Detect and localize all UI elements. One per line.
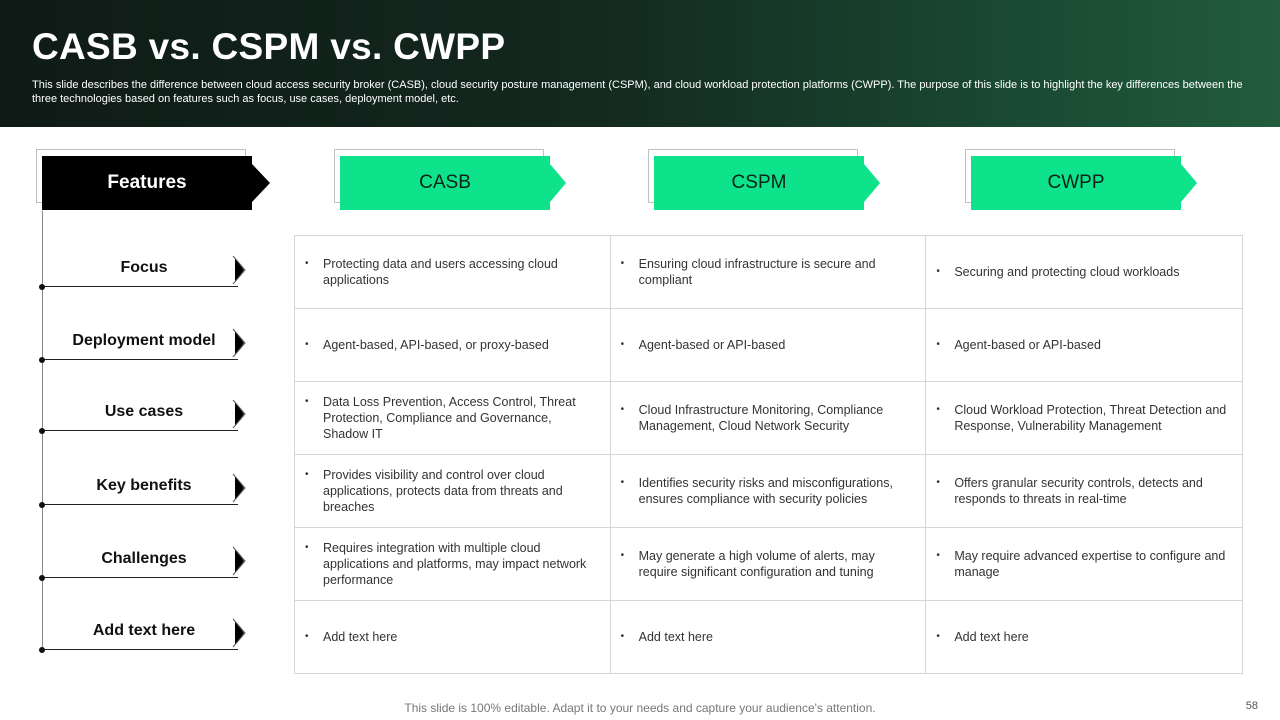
feature-label-text: Use cases [104, 403, 184, 420]
table-row [295, 236, 1243, 309]
feature-dot-icon [39, 575, 45, 581]
feature-dot-icon [39, 647, 45, 653]
feature-label-challenges [42, 544, 246, 578]
feature-label-text: Deployment model [72, 332, 216, 349]
feature-underline [42, 286, 238, 287]
bullet-icon: • [936, 339, 940, 350]
page-number: 58 [1245, 700, 1258, 712]
table-cell-cwpp [926, 601, 1243, 674]
bullet-icon: • [936, 631, 940, 642]
comparison-table [294, 235, 1243, 674]
chevron-right-icon [232, 546, 246, 576]
bullet-icon: • [305, 258, 309, 269]
feature-underline [42, 359, 238, 360]
bullet-icon: • [620, 258, 625, 269]
feature-underline [42, 430, 238, 431]
cell-text: Provides visibility and control over cloud applications, protects data from threats and breaches [323, 468, 563, 514]
table-cell-cspm [610, 236, 926, 309]
cspm-header [648, 149, 898, 211]
chevron-right-icon [232, 618, 246, 648]
cell-text: Agent-based or API-based [638, 338, 786, 352]
casb-header [334, 149, 584, 211]
chevron-right-icon [232, 399, 246, 429]
bullet-icon: • [305, 339, 309, 350]
cell-text: Ensuring cloud infrastructure is secure and compliant [638, 257, 876, 287]
feature-dot-icon [39, 357, 45, 363]
cwpp-header-label: CWPP [971, 156, 1181, 210]
title-banner [0, 0, 1280, 127]
cell-text: Add text here [323, 630, 398, 644]
bullet-icon: • [936, 266, 940, 277]
feature-dot-icon [39, 502, 45, 508]
table-cell-cspm [610, 309, 926, 382]
cspm-arrow-icon [864, 164, 880, 202]
feature-label-focus [42, 253, 246, 287]
cell-text: May require advanced expertise to configure and manage [954, 549, 1226, 579]
features-header [36, 149, 282, 211]
bullet-icon: • [305, 631, 309, 642]
cwpp-header [965, 149, 1215, 211]
cell-text: Add text here [638, 630, 713, 644]
feature-underline [42, 649, 238, 650]
feature-underline [42, 504, 238, 505]
feature-label-text: Challenges [101, 550, 187, 567]
casb-header-label: CASB [340, 156, 550, 210]
bullet-icon: • [305, 469, 309, 480]
table-cell-casb [295, 455, 611, 528]
table-cell-casb [295, 601, 611, 674]
chevron-right-icon [232, 473, 246, 503]
bullet-icon: • [620, 404, 625, 415]
feature-dot-icon [39, 284, 45, 290]
features-header-label: Features [42, 156, 252, 210]
table-row [295, 309, 1243, 382]
table-cell-cwpp [926, 455, 1243, 528]
feature-label-use-cases [42, 397, 246, 431]
page-subtitle: This slide describes the difference between cloud access security broker (CASB), cloud security posture management (CSPM), and cloud workload protection platforms (CWPP). The purpose of this slide is to highlight the key differences between the three technologies based on features such as focus, use cases, deployment model, etc. [32, 79, 1243, 105]
table-row [295, 455, 1243, 528]
chevron-right-icon [232, 255, 246, 285]
table-cell-cwpp [926, 236, 1243, 309]
feature-label-key-benefits [42, 471, 246, 505]
feature-underline [42, 577, 238, 578]
footer-note: This slide is 100% editable. Adapt it to your needs and capture your audience's attention. [404, 701, 876, 715]
cell-text: Requires integration with multiple cloud applications and platforms, may impact network performance [323, 541, 587, 587]
feature-label-text: Focus [120, 259, 168, 276]
chevron-right-icon [232, 328, 246, 358]
table-row [295, 528, 1243, 601]
table-cell-casb [295, 236, 611, 309]
bullet-icon: • [305, 396, 309, 407]
cell-text: Cloud Workload Protection, Threat Detection and Response, Vulnerability Management [954, 403, 1227, 433]
cell-text: Securing and protecting cloud workloads [954, 265, 1180, 279]
bullet-icon: • [936, 550, 940, 561]
feature-dot-icon [39, 428, 45, 434]
table-cell-cwpp [926, 528, 1243, 601]
bullet-icon: • [305, 542, 309, 553]
table-cell-cwpp [926, 309, 1243, 382]
bullet-icon: • [936, 404, 940, 415]
page-title: CASB vs. CSPM vs. CWPP [32, 26, 506, 67]
cwpp-arrow-icon [1181, 164, 1197, 202]
cell-text: Identifies security risks and misconfigurations, ensures compliance with security policies [638, 476, 893, 506]
table-row [295, 382, 1243, 455]
table-cell-casb [295, 382, 611, 455]
table-cell-casb [295, 528, 611, 601]
table-cell-cwpp [926, 382, 1243, 455]
table-cell-casb [295, 309, 611, 382]
cell-text: Add text here [954, 630, 1029, 644]
table-cell-cspm [610, 601, 926, 674]
bullet-icon: • [620, 339, 625, 350]
cspm-header-label: CSPM [654, 156, 864, 210]
feature-label-deployment-model [42, 326, 246, 360]
table-cell-cspm [610, 455, 926, 528]
cell-text: Cloud Infrastructure Monitoring, Compliance Management, Cloud Network Security [638, 403, 884, 433]
table-cell-cspm [610, 528, 926, 601]
feature-label-text: Key benefits [96, 477, 192, 494]
table-cell-cspm [610, 382, 926, 455]
table-row [295, 601, 1243, 674]
bullet-icon: • [620, 477, 625, 488]
cell-text: Agent-based or API-based [954, 338, 1101, 352]
cell-text: May generate a high volume of alerts, may require significant configuration and tuning [638, 549, 875, 579]
bullet-icon: • [620, 550, 625, 561]
cell-text: Offers granular security controls, detects and responds to threats in real-time [954, 476, 1203, 506]
bullet-icon: • [620, 631, 625, 642]
features-arrow-stem [252, 178, 264, 188]
feature-label-add-text [42, 616, 246, 650]
cell-text: Data Loss Prevention, Access Control, Threat Protection, Compliance and Governance, Shadow IT [323, 395, 576, 441]
feature-label-text: Add text here [92, 622, 196, 639]
bullet-icon: • [936, 477, 940, 488]
cell-text: Agent-based, API-based, or proxy-based [323, 338, 549, 352]
cell-text: Protecting data and users accessing cloud applications [323, 257, 558, 287]
casb-arrow-icon [550, 164, 566, 202]
